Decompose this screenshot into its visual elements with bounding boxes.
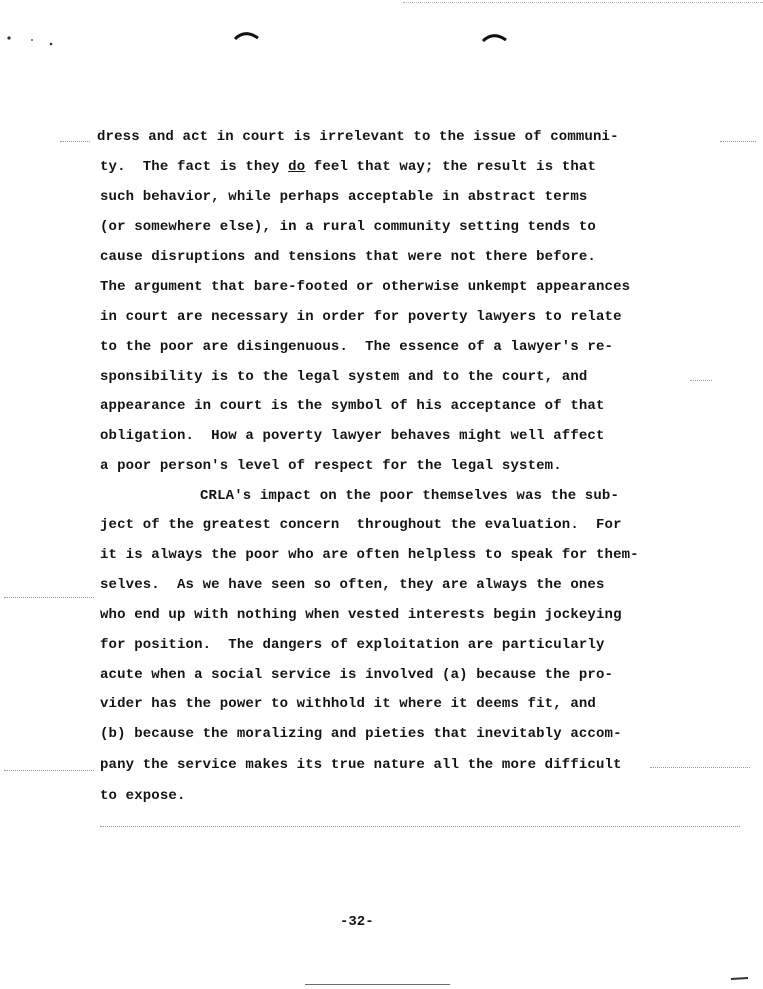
scan-mark-corner [730,975,752,983]
text-line: to the poor are disingenuous. The essence of a lawyer's re- [100,339,614,355]
scan-mark-right [480,30,510,44]
scan-smudge [4,770,94,771]
page-number: -32- [340,914,374,930]
scan-dots [6,34,56,48]
text-line: pany the service makes its true nature all the more difficult [100,757,622,773]
bottom-rule [305,984,450,985]
scan-smudge [4,597,94,598]
text-line: appearance in court is the symbol of his acceptance of that [100,398,605,414]
text-line: in court are necessary in order for poverty lawyers to relate [100,309,622,325]
scan-smudge [100,826,740,827]
emphasized-word: do [288,159,306,175]
scan-mark-left [232,28,262,42]
text-line: acute when a social service is involved (a) because the pro- [100,667,614,683]
text-line: such behavior, while perhaps acceptable in abstract terms [100,189,588,205]
text-line: selves. As we have seen so often, they are always the ones [100,577,605,593]
text-line: it is always the poor who are often helpless to speak for them- [100,547,639,563]
text-line: dress and act in court is irrelevant to the issue of communi- [97,129,619,145]
text-line: a poor person's level of respect for the legal system. [100,458,562,474]
text-line: (b) because the moralizing and pieties that inevitably accom- [100,726,622,742]
text-line: obligation. How a poverty lawyer behaves might well affect [100,428,605,444]
scan-smudge [60,141,90,142]
text-line: sponsibility is to the legal system and to the court, and [100,369,588,385]
scan-smudge [650,767,750,768]
text-line: for position. The dangers of exploitation are particularly [100,637,605,653]
text-line: ject of the greatest concern throughout the evaluation. For [100,517,622,533]
scan-smudge [720,141,756,142]
scan-smudge [690,380,712,381]
scan-artifact-top [403,2,763,3]
text-line: vider has the power to withhold it where it deems fit, and [100,696,596,712]
paragraph-start-line: CRLA's impact on the poor themselves was the sub- [200,488,620,504]
text-line: ty. The fact is they do feel that way; the result is that [100,159,596,175]
text-line: who end up with nothing when vested interests begin jockeying [100,607,622,623]
text-line: cause disruptions and tensions that were not there before. [100,249,596,265]
text-line: to expose. [100,788,186,804]
text-line: (or somewhere else), in a rural community setting tends to [100,219,596,235]
text-line: The argument that bare-footed or otherwise unkempt appearances [100,279,631,295]
